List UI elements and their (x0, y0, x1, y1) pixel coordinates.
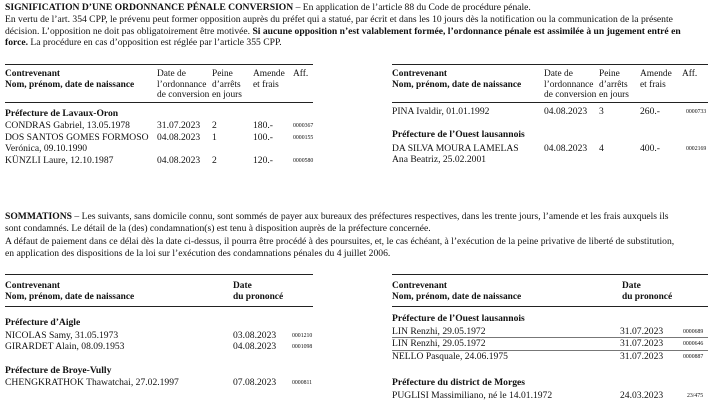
row-date: 04.08.2023 (157, 155, 201, 166)
header-peine-line2: d’arrêts (212, 79, 241, 90)
header-date-line2: l’ordonnance (544, 79, 594, 90)
somm-left-prefecture-broye: Préfecture de Broye-Vully (5, 365, 112, 376)
row-date: 04.08.2023 (157, 132, 201, 143)
sommations-line3: A défaut de paiement dans ce délai dès la date ci-dessus, il pourra être procédé à des poursuites, et, le cas échéant, à l’exécution de la peine privative de liberté de substitution, (5, 236, 675, 247)
row-date: 31.07.2023 (620, 325, 664, 337)
row-date: 04.08.2023 (544, 143, 588, 154)
row-name: GIRARDET Alain, 08.09.1953 (5, 341, 125, 352)
sommations-title: SOMMATIONS (5, 211, 72, 222)
row-name: LIN Renzhi, 29.05.1972 (392, 338, 486, 349)
conv-left-header-peine (212, 69, 242, 101)
header-date-line3: de conversion (544, 90, 597, 101)
row-aff: 0000155 (293, 135, 314, 141)
conversion-intro-text: – En application de l’article 88 du Code de procédure pénale. (293, 2, 531, 13)
conversion-line4 (5, 37, 705, 48)
header-peine-line3: en jours (212, 90, 242, 101)
sommations-line4: en application des dispositions de la loi sur l’exécution des condamnations pénales du 4 juillet 2006. (5, 247, 391, 259)
header-amende-line1: Amende (640, 69, 672, 79)
sommations-line1: – Les suivants, sans domicile connu, sont sommés de payer aux bureaux des préfectures respectives, dans les trente jours, l’amende et les frais auxquels ils (71, 211, 669, 222)
conv-left-header-nom: Nom, prénom, date de naissance (5, 79, 135, 90)
row-name: DOS SANTOS GOMES FORMOSO (5, 132, 149, 143)
row-date: 31.07.2023 (620, 338, 664, 349)
conversion-title: SIGNIFICATION D’UNE ORDONNANCE PÉNALE CONVERSION (5, 2, 294, 13)
row-name: LIN Renzhi, 29.05.1972 (392, 325, 486, 337)
conv-right-header-date (544, 69, 596, 101)
row-aff: 0000887 (683, 354, 704, 360)
somm-left-header-contrevenant: Contrevenant (5, 281, 61, 291)
sommations-line2: sont condamnés. Le détail de la (des) condamnation(s) est tenu à disposition auprès de la préfecture concernée. (5, 222, 431, 234)
row-date: 04.08.2023 (544, 106, 588, 117)
header-amende-line1: Amende (253, 69, 285, 79)
conv-right-top-rule (392, 64, 708, 65)
header-peine-line1: Peine (599, 69, 620, 79)
row-amende: 260.- (640, 106, 660, 117)
somm-right-header-nom: Nom, prénom, date de naissance (392, 291, 522, 302)
row-jours: 4 (599, 143, 604, 154)
row-aff: 0000733 (686, 109, 707, 115)
conv-left-header-rule (5, 102, 313, 103)
somm-left-header-date (233, 281, 283, 302)
row-aff: 0001210 (292, 332, 313, 339)
row-date: 24.03.2023 (620, 390, 664, 401)
somm-right-top-rule (392, 274, 708, 275)
conv-right-header-amende (640, 69, 672, 90)
row-name: PUGLISI Massimiliano, né le 14.01.1972 (392, 390, 553, 401)
row-name-cont: Verónica, 09.10.1990 (5, 143, 88, 154)
row-jours: 2 (212, 120, 217, 131)
row-aff: 23/475 (687, 393, 704, 399)
row-aff: 0000689 (683, 328, 704, 335)
somm-left-prefecture-aigle: Préfecture d’Aigle (5, 317, 81, 328)
conv-left-top-rule (5, 64, 313, 65)
conv-left-header-date (157, 69, 209, 101)
conversion-line4-bold: force. (5, 37, 28, 48)
row-date: 07.08.2023 (233, 377, 277, 388)
header-date-line1: Date (622, 281, 641, 291)
conversion-line2: En vertu de l’art. 354 CPP, le prévenu peut former opposition auprès du préfet qui a statué, par écrit et dans les 10 jours dès la notification ou la communication de la présente (5, 14, 673, 25)
row-jours: 1 (212, 132, 217, 143)
conversion-line4-normal: La procédure en cas d’opposition est réglée par l’article 355 CPP. (28, 37, 282, 48)
conv-left-prefecture: Préfecture de Lavaux-Oron (5, 108, 119, 119)
row-name: CHENGKRATHOK Thawatchai, 27.02.1997 (5, 377, 179, 388)
header-date-line2: du prononcé (233, 291, 284, 302)
header-date-line1: Date de (157, 69, 186, 79)
row-amende: 120.- (253, 155, 273, 166)
somm-right-header-contrevenant: Contrevenant (392, 281, 448, 291)
header-peine-line3: en jours (599, 90, 629, 101)
row-aff: 0001098 (292, 344, 313, 350)
conv-left-header-aff: Aff. (293, 69, 309, 79)
header-peine-line2: d’arrêts (599, 79, 628, 90)
row-date: 31.07.2023 (620, 351, 664, 362)
row-amende: 100.- (253, 132, 273, 143)
conv-left-header-amende (253, 69, 285, 90)
row-name: CONDRAS Gabriel, 13.05.1978 (5, 120, 130, 131)
row-amende: 400.- (640, 143, 660, 154)
row-aff: 0000580 (293, 158, 314, 164)
header-peine-line1: Peine (212, 69, 233, 79)
somm-right-header-date (622, 281, 672, 302)
somm-left-top-rule (5, 274, 313, 275)
somm-left-header-nom: Nom, prénom, date de naissance (5, 291, 135, 302)
conversion-line3 (5, 26, 705, 37)
row-date: 31.07.2023 (157, 120, 201, 131)
row-amende: 180.- (253, 120, 273, 131)
row-jours: 3 (599, 106, 604, 117)
conv-left-header-contrevenant: Contrevenant (5, 69, 61, 79)
row-name: KÜNZLI Laure, 12.10.1987 (5, 155, 114, 166)
row-aff: 0000367 (293, 123, 314, 129)
header-date-line2: du prononcé (622, 291, 673, 302)
conv-right-header-aff: Aff. (682, 69, 698, 79)
row-date: 03.08.2023 (233, 329, 277, 341)
row-aff: 0000646 (683, 341, 704, 347)
conv-right-header-nom: Nom, prénom, date de naissance (392, 79, 522, 90)
row-name: NICOLAS Samy, 31.05.1973 (5, 329, 119, 341)
somm-right-prefecture-ouest: Préfecture de l’Ouest lausannois (392, 313, 525, 324)
row-aff: 0000811 (292, 380, 313, 386)
row-name: NELLO Pasquale, 24.06.1975 (392, 351, 508, 362)
conversion-line3-bold: Si aucune opposition n’est valablement formée, l’ordonnance pénale est assimilée à un jugement entré en (252, 25, 681, 37)
somm-left-header-rule (5, 306, 313, 307)
header-date-line1: Date de (544, 69, 573, 79)
row-date: 04.08.2023 (233, 341, 277, 352)
row-name: PINA Ivaldir, 01.01.1992 (392, 106, 490, 117)
conversion-line3-normal: décision. L’opposition ne doit pas obligatoirement être motivée. (5, 25, 253, 37)
header-date-line2: l’ordonnance (157, 79, 207, 90)
sommations-intro (5, 211, 705, 222)
row-jours: 2 (212, 155, 217, 166)
conv-right-prefecture: Préfecture de l’Ouest lausannois (392, 129, 525, 140)
header-date-line1: Date (233, 281, 252, 291)
somm-right-prefecture-morges: Préfecture du district de Morges (392, 377, 526, 388)
conv-right-header-rule (392, 102, 708, 103)
header-date-line3: de conversion (157, 90, 210, 101)
header-amende-line2: et frais (253, 79, 279, 90)
somm-right-header-rule (392, 306, 708, 307)
conv-right-header-contrevenant: Contrevenant (392, 69, 448, 79)
header-amende-line2: et frais (640, 79, 666, 90)
row-name-cont: Ana Beatriz, 25.02.2001 (392, 154, 487, 165)
conversion-intro (5, 2, 705, 13)
row-aff: 0002169 (686, 146, 707, 152)
conv-right-header-peine (599, 69, 629, 101)
row-name: DA SILVA MOURA LAMELAS (392, 143, 519, 154)
